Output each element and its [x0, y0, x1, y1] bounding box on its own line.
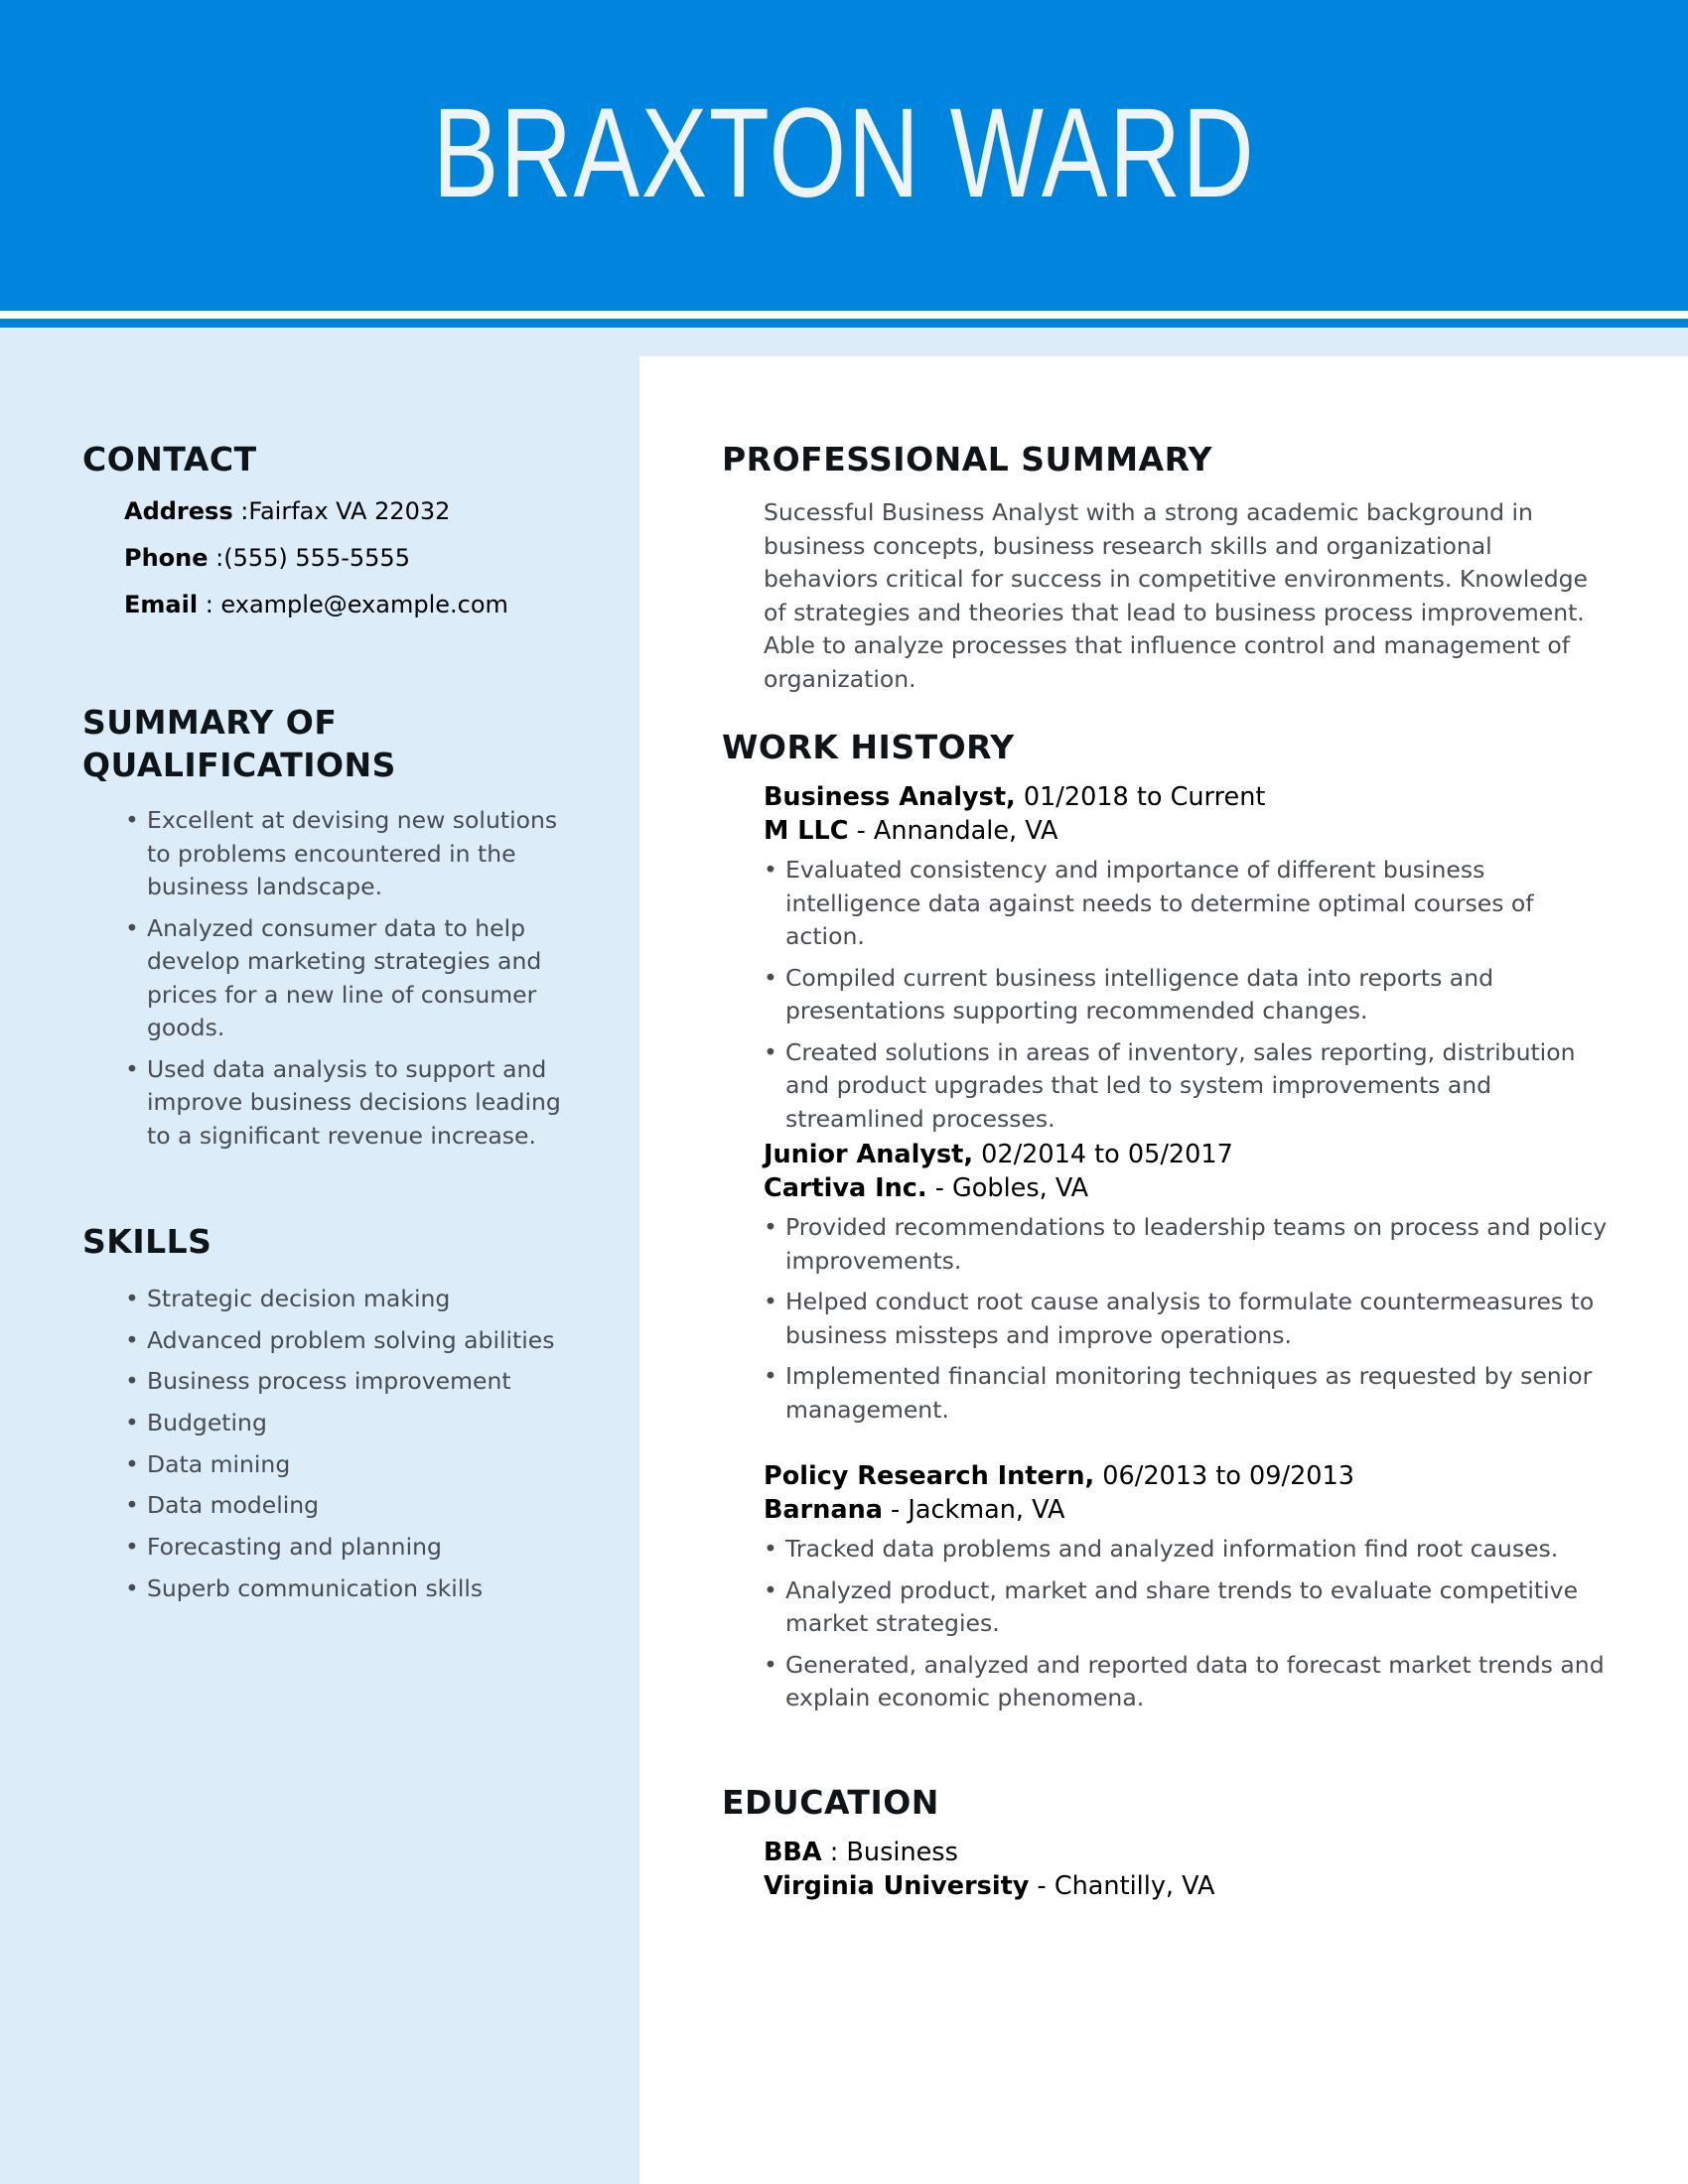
email-label: Email: [124, 591, 199, 618]
qualifications-heading: [82, 701, 396, 786]
list-item: • Implemented financial monitoring techniques as requested by senior management.: [764, 1360, 1618, 1427]
job-entry: [764, 1139, 1618, 1434]
job-title: Junior Analyst,: [764, 1140, 974, 1169]
email-value[interactable]: example@example.com: [220, 591, 508, 618]
list-item: • Superb communication skills: [125, 1572, 582, 1606]
contact-heading: CONTACT: [82, 440, 257, 478]
list-item: • Excellent at devising new solutions to problems encountered in the business landscape.: [125, 804, 562, 904]
job-company: M LLC: [764, 815, 849, 846]
job-title: Policy Research Intern,: [764, 1461, 1095, 1491]
job-company: Barnana: [764, 1494, 883, 1525]
job-title-line: [764, 1460, 1618, 1494]
list-item: • Tracked data problems and analyzed information find root causes.: [764, 1533, 1618, 1567]
list-item: • Provided recommendations to leadership teams on process and policy improvements.: [764, 1211, 1618, 1278]
list-item: • Forecasting and planning: [125, 1531, 582, 1565]
list-item: • Data mining: [125, 1448, 582, 1482]
work-history-heading: WORK HISTORY: [722, 728, 1015, 766]
job-location: Annandale, VA: [873, 815, 1058, 846]
job-bullets: [764, 1533, 1618, 1715]
job-bullets: [764, 1211, 1618, 1427]
job-dates: 02/2014 to 05/2017: [981, 1140, 1233, 1169]
address-label: Address: [124, 497, 233, 525]
education-entry: [764, 1837, 1214, 1903]
job-title: Business Analyst,: [764, 782, 1016, 812]
education-field: Business: [846, 1838, 958, 1867]
list-item: • Analyzed consumer data to help develop marketing strategies and prices for a new line of consumer goods.: [125, 912, 562, 1045]
job-location: Jackman, VA: [908, 1494, 1065, 1525]
job-entry: [764, 1460, 1618, 1723]
list-item: • Created solutions in areas of inventory, sales reporting, distribution and product upgrades that led to system improvements and streamlined processes.: [764, 1036, 1618, 1137]
skills-heading: SKILLS: [82, 1222, 212, 1261]
job-bullets: [764, 854, 1618, 1136]
list-item: • Used data analysis to support and improve business decisions leading to a significant revenue increase.: [125, 1053, 562, 1154]
candidate-name: BRAXTON WARD: [432, 82, 1256, 224]
header-stripe: [0, 319, 1688, 328]
job-dates: 01/2018 to Current: [1023, 782, 1266, 812]
summary-heading: PROFESSIONAL SUMMARY: [722, 440, 1213, 478]
job-location: Gobles, VA: [952, 1172, 1089, 1203]
education-heading: EDUCATION: [722, 1783, 939, 1822]
list-item: • Strategic decision making: [125, 1283, 582, 1316]
education-school: Virginia University: [764, 1870, 1030, 1901]
list-item: • Generated, analyzed and reported data to forecast market trends and explain economic phenomena.: [764, 1649, 1618, 1715]
qualifications-heading-line1: SUMMARY OF: [82, 703, 338, 742]
list-item: • Compiled current business intelligence data into reports and presentations supporting recommended changes.: [764, 962, 1618, 1028]
job-company: Cartiva Inc.: [764, 1172, 927, 1203]
education-location: Chantilly, VA: [1054, 1870, 1215, 1901]
phone-label: Phone: [124, 544, 209, 572]
list-item: • Advanced problem solving abilities: [125, 1324, 582, 1358]
contact-email: Email : example@example.com: [124, 591, 508, 618]
list-item: • Helped conduct root cause analysis to formulate countermeasures to business missteps and improve operations.: [764, 1286, 1618, 1352]
job-dates: 06/2013 to 09/2013: [1102, 1461, 1354, 1491]
list-item: • Business process improvement: [125, 1365, 582, 1399]
job-title-line: [764, 1139, 1618, 1172]
job-entry: [764, 781, 1618, 1144]
list-item: • Budgeting: [125, 1407, 582, 1440]
education-school-line: Virginia University - Chantilly, VA: [764, 1870, 1215, 1901]
education-degree: BBA: [764, 1838, 822, 1867]
contact-address: Address :Fairfax VA 22032: [124, 497, 451, 525]
job-company-line: Cartiva Inc. - Gobles, VA: [764, 1172, 1089, 1203]
contact-phone: Phone :(555) 555-5555: [124, 544, 410, 572]
skills-list: [125, 1283, 582, 1614]
address-value: Fairfax VA 22032: [248, 497, 451, 525]
list-item: • Evaluated consistency and importance of different business intelligence data against needs to determine optimal courses of action.: [764, 854, 1618, 954]
qualifications-heading-line2: QUALIFICATIONS: [82, 746, 396, 784]
job-company-line: M LLC - Annandale, VA: [764, 815, 1058, 846]
education-degree-line: BBA : Business: [764, 1838, 958, 1867]
job-company-line: Barnana - Jackman, VA: [764, 1494, 1065, 1525]
phone-value: (555) 555-5555: [223, 544, 410, 572]
header-gap: [0, 311, 1688, 319]
summary-text: Sucessful Business Analyst with a strong academic background in business concepts, business research skills and organizational behaviors critical for success in competitive environments. Knowledge of strategies and theories that lead to business process improvement. Able to analyze processes that influence control and management of organization.: [764, 498, 1589, 693]
qualifications-list: [125, 804, 562, 1160]
list-item: • Data modeling: [125, 1489, 582, 1523]
job-title-line: [764, 781, 1618, 815]
list-item: • Analyzed product, market and share trends to evaluate competitive market strategies.: [764, 1574, 1618, 1641]
